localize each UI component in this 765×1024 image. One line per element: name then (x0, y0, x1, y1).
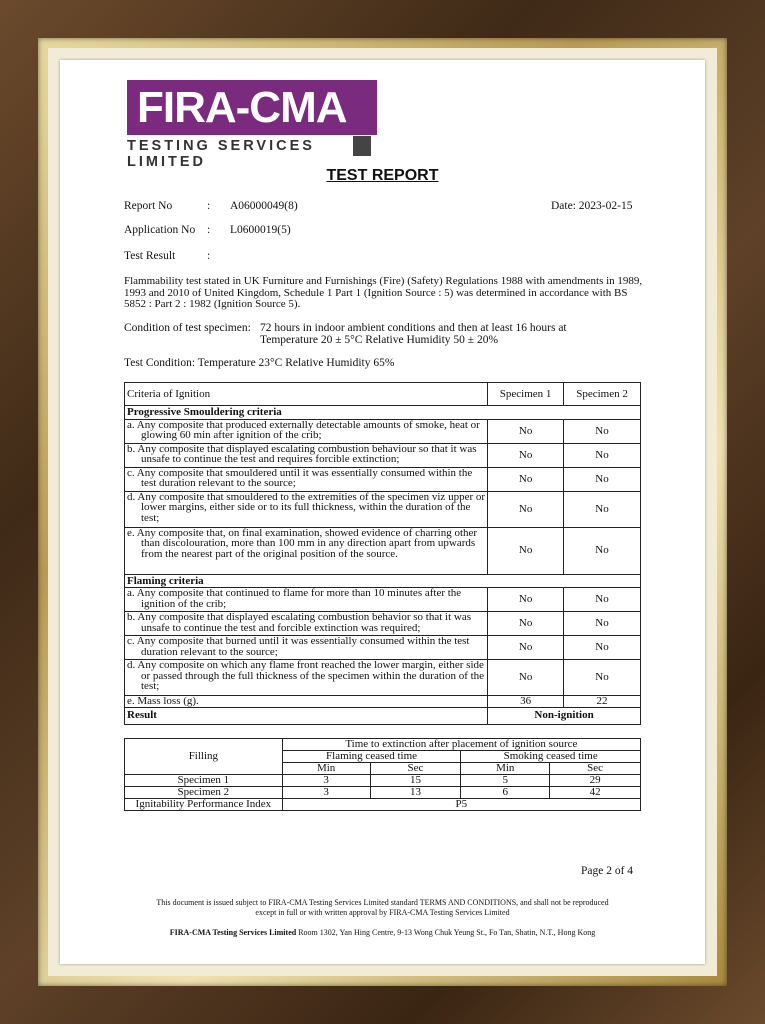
company-address (120, 928, 645, 937)
smoking-sec: 29 (550, 775, 641, 787)
table-row (125, 467, 641, 491)
specimen-1-value: 36 (488, 696, 564, 708)
specimen-2-value: No (564, 443, 641, 467)
criterion-text: d. Any composite on which any flame front reached the lower margin, either side or passed through the full thickness of the specimen within the duration of the test; (125, 660, 488, 696)
specimen-1-value: No (488, 636, 564, 660)
colon: : (207, 224, 211, 236)
flaming-min: 3 (282, 787, 370, 799)
test-result-label: Test Result (124, 250, 176, 262)
colon: : (207, 200, 211, 212)
criterion-text: e. Any composite that, on final examination, showed evidence of charring other than discolouration, more than 100 mm in any direction apart from upwards from the nearest part of the original position of the source. (125, 527, 488, 574)
report-date: Date: 2023-02-15 (551, 200, 633, 212)
specimen-name: Specimen 1 (125, 775, 283, 787)
table-row (125, 443, 641, 467)
page-number: Page 2 of 4 (581, 865, 634, 877)
specimen-1-value: No (488, 588, 564, 612)
certificate-page (60, 60, 705, 964)
terms-line-2: except in full or with written approval by FIRA-CMA Testing Services Limited (255, 908, 510, 917)
time-header-row (125, 739, 641, 751)
specimen-2-value: 22 (564, 696, 641, 708)
result-value: Non-ignition (488, 707, 641, 724)
specimen-2-value: No (564, 527, 641, 574)
flaming-sec: 15 (370, 775, 461, 787)
terms-notice (120, 898, 645, 918)
colon: : (207, 250, 211, 262)
table-row (125, 775, 641, 787)
condition-label: Condition of test specimen: (124, 322, 251, 334)
specimen-2-value: No (564, 491, 641, 527)
section-row (125, 406, 641, 420)
smoking-min: 5 (461, 775, 550, 787)
specimen-1-value: No (488, 527, 564, 574)
table-row (125, 491, 641, 527)
table-row (125, 636, 641, 660)
report-no-label: Report No (124, 200, 173, 212)
smouldering-section-title: Progressive Smouldering criteria (125, 406, 641, 420)
specimen-2-value: No (564, 419, 641, 443)
column-header-criteria: Criteria of Ignition (125, 383, 488, 406)
result-row (125, 707, 641, 724)
sec-header: Sec (550, 763, 641, 775)
company-logo (127, 80, 377, 170)
performance-index-row (125, 799, 641, 811)
specimen-1-value: No (488, 612, 564, 636)
time-to-extinction-header: Time to extinction after placement of ignition source (282, 739, 640, 751)
index-label: Ignitability Performance Index (125, 799, 283, 811)
criterion-text: b. Any composite that displayed escalating combustion behaviour so that it was unsafe to continue the test and requires forcible extinction; (125, 443, 488, 467)
specimen-1-value: No (488, 491, 564, 527)
criterion-text: a. Any composite that continued to flame for more than 10 minutes after the ignition of the crib; (125, 588, 488, 612)
smoking-min: 6 (461, 787, 550, 799)
result-label: Result (125, 707, 488, 724)
company-name: FIRA-CMA Testing Services Limited (169, 928, 297, 937)
column-header-specimen-1: Specimen 1 (488, 383, 564, 406)
application-no-value: L0600019(5) (230, 224, 291, 236)
criteria-header-row (125, 383, 641, 406)
index-value: P5 (282, 799, 640, 811)
specimen-1-value: No (488, 467, 564, 491)
table-row (125, 660, 641, 696)
specimen-1-value: No (488, 419, 564, 443)
criterion-text: e. Mass loss (g). (125, 696, 488, 708)
report-title: TEST REPORT (326, 167, 439, 184)
min-header: Min (282, 763, 370, 775)
criterion-text: a. Any composite that produced externally detectable amounts of smoke, heat or glowing 60 min after ignition of the crib; (125, 419, 488, 443)
flaming-sec: 13 (370, 787, 461, 799)
specimen-name: Specimen 2 (125, 787, 283, 799)
specimen-2-value: No (564, 588, 641, 612)
intro-paragraph: Flammability test stated in UK Furniture and Furnishings (Fire) (Safety) Regulations 1988 with amendments in 1989, 1993 and 2010 of United Kingdom, Schedule 1 Part 1 (Ignition Source : 5) was determined in accordance with BS 5852 : Part 2 : 1982 (Ignition Source 5). (124, 275, 643, 310)
criterion-text: b. Any composite that displayed escalating combustion behavior so that it was unsafe to continue the test and forcible extinction was required; (125, 612, 488, 636)
smoking-ceased-header: Smoking ceased time (461, 751, 641, 763)
sec-header: Sec (370, 763, 461, 775)
filling-header: Filling (125, 739, 283, 775)
specimen-1-value: No (488, 660, 564, 696)
address-text: Room 1302, Yan Hing Centre, 9-13 Wong Chuk Yeung St., Fo Tan, Shatin, N.T., Hong Kong (296, 928, 596, 937)
application-no-label: Application No (124, 224, 196, 236)
flaming-min: 3 (282, 775, 370, 787)
flaming-ceased-header: Flaming ceased time (282, 751, 461, 763)
condition-line-1: 72 hours in indoor ambient conditions and then at least 16 hours at (260, 322, 567, 334)
table-row (125, 419, 641, 443)
extinction-time-table (124, 738, 641, 811)
condition-line-2: Temperature 20 ± 5°C Relative Humidity 50 ± 20% (260, 334, 499, 346)
table-row (125, 588, 641, 612)
table-row (125, 612, 641, 636)
section-row (125, 574, 641, 588)
specimen-2-value: No (564, 660, 641, 696)
specimen-1-value: No (488, 443, 564, 467)
terms-line-1: This document is issued subject to FIRA-CMA Testing Services Limited standard TERMS AND CONDITIONS, and shall not be reproduced (156, 898, 609, 907)
smoking-sec: 42 (550, 787, 641, 799)
column-header-specimen-2: Specimen 2 (564, 383, 641, 406)
specimen-2-value: No (564, 636, 641, 660)
logo-subtitle: TESTING SERVICES LIMITED (127, 138, 315, 170)
logo-accent-bar (353, 136, 371, 156)
criterion-text: d. Any composite that smouldered to the extremities of the specimen viz upper or lower margins, either side or to its full thickness, within the duration of the test; (125, 491, 488, 527)
specimen-2-value: No (564, 612, 641, 636)
criterion-text: c. Any composite that burned until it was essentially consumed within the test duration relevant to the source; (125, 636, 488, 660)
criteria-table (124, 382, 641, 725)
test-condition: Test Condition: Temperature 23°C Relative Humidity 65% (124, 357, 395, 369)
min-header: Min (461, 763, 550, 775)
logo-main-text: FIRA-CMA (137, 83, 347, 132)
report-no-value: A06000049(8) (230, 200, 298, 212)
criterion-text: c. Any composite that smouldered until it was essentially consumed within the test duration relevant to the source; (125, 467, 488, 491)
specimen-2-value: No (564, 467, 641, 491)
table-row (125, 787, 641, 799)
table-row (125, 527, 641, 574)
logo-banner (127, 80, 377, 135)
mass-loss-row (125, 696, 641, 708)
flaming-section-title: Flaming criteria (125, 574, 641, 588)
